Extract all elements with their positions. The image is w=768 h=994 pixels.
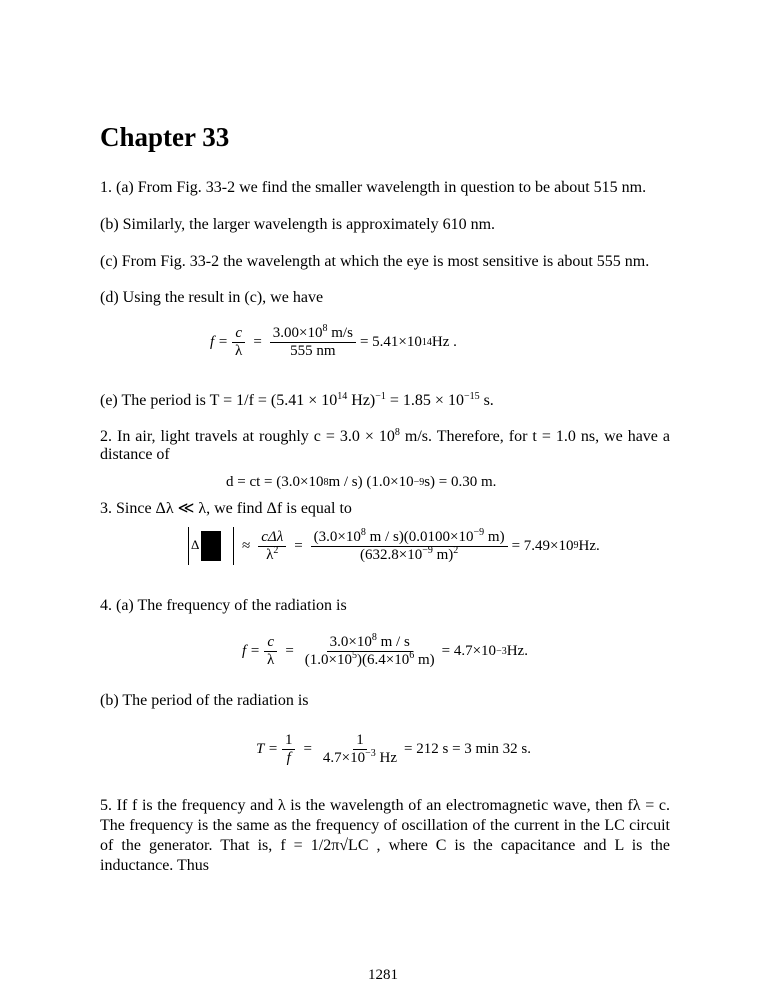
problem-1c: (c) From Fig. 33-2 the wavelength at which the eye is most sensitive is about 555 nm. [100,253,650,270]
page-number: 1281 [368,967,398,983]
problem-1e: (e) The period is $T = 1/f = (5.41 \times 10^{14}$ $Hz)^{-1} = 1.85 \times 10^{-15}$ s. [100,391,494,409]
equation-3: Δ ≈ cΔλ $\lambda^2$ = $\frac{(3.0\times 10^8 m / s)(0.0100\times 10^{-9} m)}{(632.8\times 10^{-9} m)^2}$ = 7.49×10 9 Hz. [188,527,600,565]
problem-5-line: inductance. Thus [100,857,210,874]
problem-1d: (d) Using the result in (c), we have [100,289,324,306]
equation-4: f = $\frac{c}{\lambda}$ = $\frac{3.0\times 10^8 m / s}{(1.0\times 10^5)(6.4\times 10^6 m)}$ = 4.7×10 −3 Hz. [242,632,528,668]
problem-5-line: of the generator. That is, f = 1/2π√LC , where C is the capacitance and L is the [100,837,670,854]
broken-glyph-image: Δ [188,527,234,565]
problem-2: 2. In air, light travels at roughly $c = 3.0 \times 10^8$ m/s. Therefore, for t = 1.0 ns, we have a [100,427,671,445]
equation-1: f = $\frac{c}{\lambda}$ = $\frac{3.00\times 10^8 m/s}{555 nm}$ = 5.41×10 14 Hz . [210,323,457,359]
equation-2: d = ct = (3.0×10 8 m / s) (1.0×10 −9 s) = 0.30 m. [226,474,497,490]
problem-2-cont: distance of [100,446,170,463]
problem-5-line: The frequency is the same as the frequency of oscillation of the current in the LC circuit [100,817,670,834]
problem-3: 3. Since Δλ ≪ λ, we find Δf is equal to [100,500,352,517]
chapter-heading: Chapter 33 [100,122,230,152]
problem-4a: 4. (a) The frequency of the radiation is [100,597,347,614]
equation-5: T = $\frac{1}{f}$ = $\frac{1}{4.7\times 10^{-3} Hz}$ = 212 s = 3 min 32 s. [256,732,531,766]
problem-5-line: 5. If f is the frequency and λ is the wavelength of an electromagnetic wave, then fλ = c. [100,797,670,814]
problem-1b: (b) Similarly, the larger wavelength is approximately 610 nm. [100,216,496,233]
problem-1a: 1. (a) From Fig. 33-2 we find the smaller wavelength in question to be about 515 nm. [100,179,647,196]
problem-4b: (b) The period of the radiation is [100,692,309,709]
